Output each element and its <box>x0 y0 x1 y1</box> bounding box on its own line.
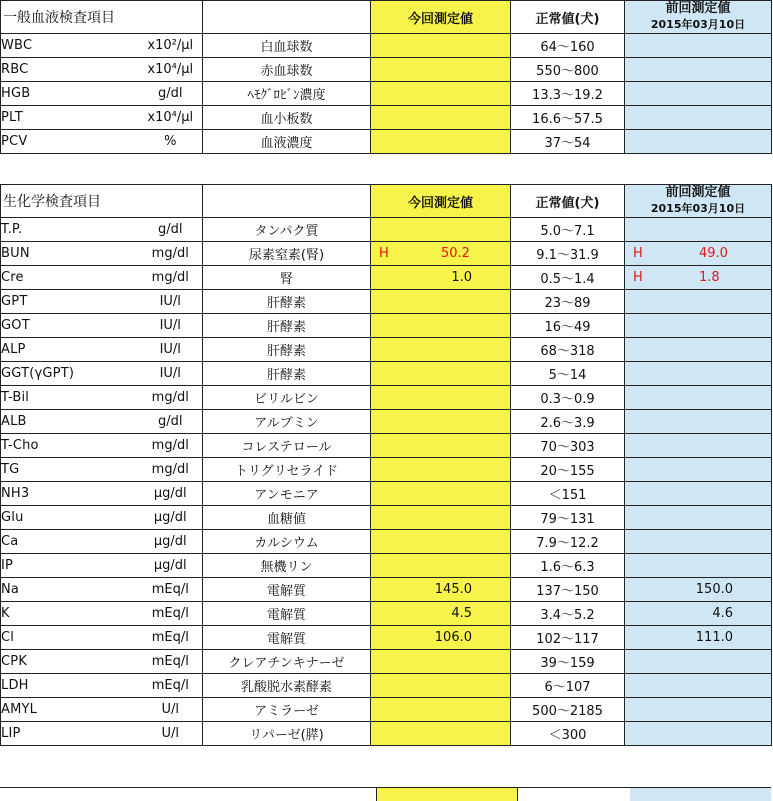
current-value-wrap <box>371 626 510 649</box>
previous-value-title: 前回測定値 <box>665 1 731 16</box>
test-name: 肝酵素 <box>203 362 371 386</box>
previous-value-wrap <box>625 578 771 601</box>
test-name: 電解質 <box>203 602 371 626</box>
test-name: 血液濃度 <box>203 130 371 154</box>
normal-range: 79〜131 <box>511 506 625 530</box>
table-row <box>1 290 772 314</box>
test-abbreviation: ALB <box>1 410 139 434</box>
test-abbreviation: PLT <box>1 106 139 130</box>
previous-value-cell <box>625 482 772 506</box>
test-abbreviation: Na <box>1 578 139 602</box>
previous-value-wrap <box>625 386 771 409</box>
test-unit: IU/l <box>139 338 203 362</box>
previous-value: 1.8 <box>699 270 720 285</box>
previous-value-cell <box>625 626 772 650</box>
current-value-cell <box>371 362 511 386</box>
next-section-edge <box>0 787 771 801</box>
test-abbreviation: HGB <box>1 82 139 106</box>
test-name: カルシウム <box>203 530 371 554</box>
current-value-cell <box>371 674 511 698</box>
current-value-header: 今回測定値 <box>371 1 511 34</box>
normal-range: 3.4〜5.2 <box>511 602 625 626</box>
previous-value-wrap <box>625 482 771 505</box>
test-abbreviation: T-Bil <box>1 386 139 410</box>
test-unit: IU/l <box>139 290 203 314</box>
previous-value-wrap <box>625 530 771 553</box>
test-unit: IU/l <box>139 314 203 338</box>
normal-range: 6〜107 <box>511 674 625 698</box>
current-value-cell <box>371 506 511 530</box>
current-value-cell <box>371 242 511 266</box>
table-row <box>1 530 772 554</box>
test-abbreviation: WBC <box>1 34 139 58</box>
current-value-wrap <box>371 266 510 289</box>
table-row <box>1 554 772 578</box>
previous-value-cell <box>625 34 772 58</box>
normal-range: 13.3〜19.2 <box>511 82 625 106</box>
current-value: 4.5 <box>451 606 472 621</box>
table-row <box>1 674 772 698</box>
normal-range: 550〜800 <box>511 58 625 82</box>
table-row <box>1 458 772 482</box>
previous-date: 2015年03月10日 <box>650 202 746 215</box>
normal-range: 137〜150 <box>511 578 625 602</box>
previous-value-cell <box>625 602 772 626</box>
previous-value-cell <box>625 530 772 554</box>
previous-value-cell <box>625 58 772 82</box>
previous-value-cell <box>625 458 772 482</box>
previous-value-cell <box>625 386 772 410</box>
current-value-cell <box>371 458 511 482</box>
current-value-wrap <box>371 602 510 625</box>
previous-value-cell <box>625 650 772 674</box>
high-flag: H <box>633 270 643 285</box>
table-row <box>1 266 772 290</box>
test-abbreviation: BUN <box>1 242 139 266</box>
biochem-test-table <box>0 184 772 746</box>
current-value-cell <box>371 58 511 82</box>
test-unit: x10⁴/μl <box>139 58 203 82</box>
test-unit: mg/dl <box>139 458 203 482</box>
current-value-wrap <box>371 242 510 265</box>
current-value-cell <box>371 698 511 722</box>
test-unit: mg/dl <box>139 434 203 458</box>
normal-range: 0.3〜0.9 <box>511 386 625 410</box>
previous-value: 4.6 <box>712 606 733 621</box>
current-value-wrap <box>371 410 510 433</box>
test-name: 電解質 <box>203 626 371 650</box>
test-unit: mEq/l <box>139 578 203 602</box>
normal-range: 2.6〜3.9 <box>511 410 625 434</box>
test-abbreviation: CPK <box>1 650 139 674</box>
test-abbreviation: AMYL <box>1 698 139 722</box>
previous-value-wrap <box>625 722 771 745</box>
test-abbreviation: LIP <box>1 722 139 746</box>
current-value-wrap <box>371 362 510 385</box>
current-value-cell <box>371 482 511 506</box>
test-name: 無機リン <box>203 554 371 578</box>
test-name: アミラーゼ <box>203 698 371 722</box>
table-row <box>1 410 772 434</box>
test-abbreviation: GPT <box>1 290 139 314</box>
current-value-wrap <box>371 722 510 745</box>
current-value-wrap <box>371 338 510 361</box>
previous-value-wrap <box>625 130 771 153</box>
previous-value-cell <box>625 410 772 434</box>
test-unit: μg/dl <box>139 482 203 506</box>
previous-value-cell <box>625 314 772 338</box>
test-abbreviation: NH3 <box>1 482 139 506</box>
current-value-cell <box>371 34 511 58</box>
previous-value-wrap <box>625 650 771 673</box>
test-abbreviation: GOT <box>1 314 139 338</box>
current-value-cell <box>371 530 511 554</box>
current-value-wrap <box>371 530 510 553</box>
current-value-wrap <box>371 698 510 721</box>
previous-value-cell <box>625 106 772 130</box>
normal-range: ＜151 <box>511 482 625 506</box>
current-value-wrap <box>371 290 510 313</box>
table-row <box>1 314 772 338</box>
table-row <box>1 578 772 602</box>
previous-value-wrap <box>625 58 771 81</box>
test-unit: g/dl <box>139 410 203 434</box>
current-value: 145.0 <box>434 582 472 597</box>
next-current-cell <box>376 788 518 801</box>
test-name: ビリルビン <box>203 386 371 410</box>
previous-value-wrap <box>625 674 771 697</box>
previous-value-header <box>625 185 772 218</box>
normal-range-header: 正常値(犬) <box>511 1 625 34</box>
test-unit: g/dl <box>139 82 203 106</box>
previous-value-cell <box>625 218 772 242</box>
current-value-cell <box>371 602 511 626</box>
normal-range: 70〜303 <box>511 434 625 458</box>
table-row <box>1 34 772 58</box>
test-name: 肝酵素 <box>203 338 371 362</box>
current-value-wrap <box>371 554 510 577</box>
current-value-wrap <box>371 82 510 105</box>
test-name: 尿素窒素(腎) <box>203 242 371 266</box>
normal-range: 23〜89 <box>511 290 625 314</box>
blood-test-table <box>0 0 772 154</box>
previous-value-wrap <box>625 554 771 577</box>
normal-range: 37〜54 <box>511 130 625 154</box>
previous-value-cell <box>625 242 772 266</box>
test-unit: mg/dl <box>139 242 203 266</box>
test-name: アルブミン <box>203 410 371 434</box>
normal-range: ＜300 <box>511 722 625 746</box>
current-value-wrap <box>371 106 510 129</box>
blood-test-header <box>1 1 772 34</box>
normal-range: 5〜14 <box>511 362 625 386</box>
test-unit: IU/l <box>139 362 203 386</box>
previous-value-wrap <box>625 338 771 361</box>
test-name: タンパク質 <box>203 218 371 242</box>
high-flag: H <box>379 246 389 261</box>
biochem-test-header <box>1 185 772 218</box>
test-abbreviation: T-Cho <box>1 434 139 458</box>
test-name: 白血球数 <box>203 34 371 58</box>
previous-value-wrap <box>625 314 771 337</box>
normal-range: 5.0〜7.1 <box>511 218 625 242</box>
header-blank <box>203 185 371 218</box>
current-value-cell <box>371 218 511 242</box>
previous-value-cell <box>625 82 772 106</box>
current-value-wrap <box>371 218 510 241</box>
test-abbreviation: Cl <box>1 626 139 650</box>
normal-range: 39〜159 <box>511 650 625 674</box>
test-name: 血小板数 <box>203 106 371 130</box>
current-value-wrap <box>371 650 510 673</box>
current-value-cell <box>371 338 511 362</box>
previous-value: 150.0 <box>695 582 733 597</box>
test-abbreviation: GGT(γGPT) <box>1 362 139 386</box>
previous-value-cell <box>625 674 772 698</box>
current-value-cell <box>371 434 511 458</box>
high-flag: H <box>633 246 643 261</box>
test-name: 腎 <box>203 266 371 290</box>
test-unit: g/dl <box>139 218 203 242</box>
test-unit: % <box>139 130 203 154</box>
section-title: 一般血液検査項目 <box>1 1 203 34</box>
test-name: クレアチンキナーゼ <box>203 650 371 674</box>
test-name: トリグリセライド <box>203 458 371 482</box>
normal-range: 1.6〜6.3 <box>511 554 625 578</box>
test-unit: x10⁴/μl <box>139 106 203 130</box>
previous-value-wrap <box>625 458 771 481</box>
test-unit: μg/dl <box>139 530 203 554</box>
test-abbreviation: K <box>1 602 139 626</box>
table-row <box>1 506 772 530</box>
table-row <box>1 650 772 674</box>
current-value-header: 今回測定値 <box>371 185 511 218</box>
previous-value-cell <box>625 554 772 578</box>
previous-value-cell <box>625 698 772 722</box>
previous-value: 111.0 <box>695 630 733 645</box>
current-value-cell <box>371 106 511 130</box>
test-abbreviation: Ca <box>1 530 139 554</box>
test-name: リパーゼ(膵) <box>203 722 371 746</box>
previous-value-header <box>625 1 772 34</box>
table-row <box>1 106 772 130</box>
current-value-wrap <box>371 434 510 457</box>
previous-value-wrap <box>625 698 771 721</box>
current-value-wrap <box>371 386 510 409</box>
previous-value-wrap <box>625 266 771 289</box>
table-row <box>1 242 772 266</box>
table-row <box>1 130 772 154</box>
previous-value-wrap <box>625 242 771 265</box>
previous-value-cell <box>625 506 772 530</box>
previous-value-wrap <box>625 82 771 105</box>
test-abbreviation: T.P. <box>1 218 139 242</box>
previous-value-cell <box>625 266 772 290</box>
test-name: 乳酸脱水素酵素 <box>203 674 371 698</box>
test-abbreviation: Cre <box>1 266 139 290</box>
table-row <box>1 626 772 650</box>
normal-range: 9.1〜31.9 <box>511 242 625 266</box>
current-value-wrap <box>371 578 510 601</box>
test-abbreviation: PCV <box>1 130 139 154</box>
header-blank <box>203 1 371 34</box>
previous-value-wrap <box>625 626 771 649</box>
normal-range: 20〜155 <box>511 458 625 482</box>
previous-value-wrap <box>625 602 771 625</box>
normal-range: 16〜49 <box>511 314 625 338</box>
current-value-cell <box>371 578 511 602</box>
test-name: アンモニア <box>203 482 371 506</box>
normal-range-header: 正常値(犬) <box>511 185 625 218</box>
table-row <box>1 362 772 386</box>
table-row <box>1 482 772 506</box>
next-prev-cell <box>630 788 771 801</box>
test-unit: mEq/l <box>139 674 203 698</box>
previous-value-cell <box>625 290 772 314</box>
current-value-cell <box>371 130 511 154</box>
test-unit: mg/dl <box>139 386 203 410</box>
table-row <box>1 218 772 242</box>
previous-value-wrap <box>625 106 771 129</box>
current-value-wrap <box>371 506 510 529</box>
test-name: コレステロール <box>203 434 371 458</box>
section-title: 生化学検査項目 <box>1 185 203 218</box>
test-unit: x10²/μl <box>139 34 203 58</box>
test-unit: μg/dl <box>139 554 203 578</box>
previous-value-wrap <box>625 506 771 529</box>
normal-range: 500〜2185 <box>511 698 625 722</box>
previous-value-wrap <box>625 434 771 457</box>
previous-value-wrap <box>625 410 771 433</box>
table-row <box>1 82 772 106</box>
current-value: 50.2 <box>441 246 470 261</box>
current-value-wrap <box>371 130 510 153</box>
current-value-cell <box>371 386 511 410</box>
current-value-wrap <box>371 34 510 57</box>
test-name: 電解質 <box>203 578 371 602</box>
current-value-wrap <box>371 674 510 697</box>
previous-date: 2015年03月10日 <box>650 18 746 31</box>
normal-range: 0.5〜1.4 <box>511 266 625 290</box>
table-row <box>1 722 772 746</box>
previous-value-cell <box>625 362 772 386</box>
test-abbreviation: LDH <box>1 674 139 698</box>
normal-range: 68〜318 <box>511 338 625 362</box>
table-row <box>1 338 772 362</box>
test-unit: μg/dl <box>139 506 203 530</box>
previous-value-cell <box>625 578 772 602</box>
normal-range: 102〜117 <box>511 626 625 650</box>
test-name: 血糖値 <box>203 506 371 530</box>
current-value-cell <box>371 722 511 746</box>
current-value-cell <box>371 290 511 314</box>
previous-value-cell <box>625 434 772 458</box>
previous-value-wrap <box>625 290 771 313</box>
current-value: 1.0 <box>451 270 472 285</box>
test-unit: mEq/l <box>139 650 203 674</box>
test-unit: mEq/l <box>139 626 203 650</box>
current-value-cell <box>371 314 511 338</box>
current-value-cell <box>371 554 511 578</box>
test-abbreviation: ALP <box>1 338 139 362</box>
test-abbreviation: Glu <box>1 506 139 530</box>
previous-value-cell <box>625 338 772 362</box>
test-abbreviation: TG <box>1 458 139 482</box>
current-value-cell <box>371 266 511 290</box>
current-value-cell <box>371 410 511 434</box>
test-unit: U/l <box>139 722 203 746</box>
test-abbreviation: IP <box>1 554 139 578</box>
table-row <box>1 602 772 626</box>
previous-value-wrap <box>625 362 771 385</box>
test-unit: mg/dl <box>139 266 203 290</box>
normal-range: 64〜160 <box>511 34 625 58</box>
test-name: 肝酵素 <box>203 314 371 338</box>
current-value-cell <box>371 650 511 674</box>
current-value-cell <box>371 626 511 650</box>
test-abbreviation: RBC <box>1 58 139 82</box>
previous-value-title: 前回測定値 <box>665 185 731 200</box>
normal-range: 7.9〜12.2 <box>511 530 625 554</box>
test-name: 肝酵素 <box>203 290 371 314</box>
normal-range: 16.6〜57.5 <box>511 106 625 130</box>
table-row <box>1 58 772 82</box>
test-unit: mEq/l <box>139 602 203 626</box>
current-value-wrap <box>371 314 510 337</box>
test-unit: U/l <box>139 698 203 722</box>
current-value-wrap <box>371 458 510 481</box>
table-row <box>1 386 772 410</box>
current-value-wrap <box>371 58 510 81</box>
table-row <box>1 434 772 458</box>
previous-value-cell <box>625 722 772 746</box>
previous-value-wrap <box>625 34 771 57</box>
current-value-cell <box>371 82 511 106</box>
previous-value-cell <box>625 130 772 154</box>
table-row <box>1 698 772 722</box>
test-name: ﾍﾓｸﾞﾛﾋﾞﾝ濃度 <box>203 82 371 106</box>
current-value-wrap <box>371 482 510 505</box>
current-value: 106.0 <box>434 630 472 645</box>
test-name: 赤血球数 <box>203 58 371 82</box>
previous-value: 49.0 <box>699 246 728 261</box>
previous-value-wrap <box>625 218 771 241</box>
